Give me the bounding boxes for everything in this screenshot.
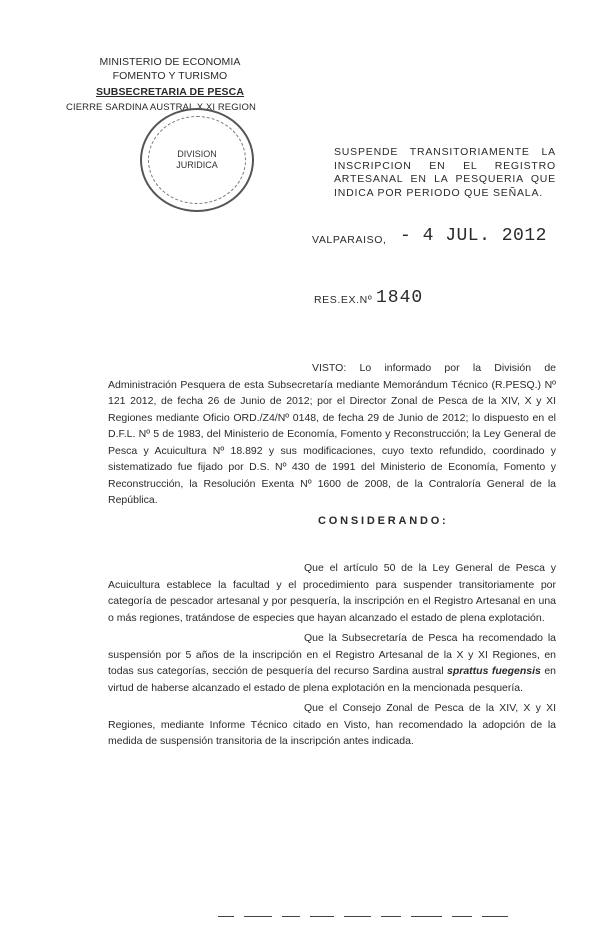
considerando-paragraph-2: [108, 630, 556, 696]
division-juridica-stamp: [140, 108, 254, 212]
considerando-paragraph-3: [108, 700, 556, 750]
species-name: sprattus fuegensis: [447, 665, 541, 677]
date-city: VALPARAISO,: [312, 234, 387, 246]
stamp-text: [176, 149, 218, 171]
paragraph-1-text: Acuicultura establece la facultad y el procedimiento para suspender transitoriamente por categoría de pescador artesanal y por pesquería, la inscripción en el Registro Artesanal en una o más regiones, tratándose de especies que hayan alcanzado el estado de plena explotación.: [108, 578, 556, 624]
subsecretaria-name: SUBSECRETARIA DE PESCA: [95, 86, 245, 98]
date-stamp: - 4 JUL. 2012: [400, 226, 547, 246]
ministry-subname: FOMENTO Y TURISMO: [112, 70, 228, 82]
paragraph-1-lead: Que el artículo 50 de la Ley General de Pesca y: [304, 562, 556, 574]
ministry-name: MINISTERIO DE ECONOMIA: [99, 56, 241, 68]
considerando-heading: CONSIDERANDO:: [318, 515, 449, 527]
paragraph-2-text-after: en virtud de haberse alcanzado el estado de plena explotación en la mencionada pesquería.: [108, 665, 556, 694]
visto-label: VISTO:: [312, 362, 347, 374]
document-reference: CIERRE SARDINA AUSTRAL X XI REGION: [66, 102, 256, 113]
stamp-line-1: DIVISION: [177, 149, 217, 159]
paragraph-2-text: suspensión por 5 años de la inscripción en el Registro Artesanal de la X y XI Regiones, en todas sus categorías, sección de pesquería del recurso Sardina austral: [108, 648, 556, 677]
resolution-subject: SUSPENDE TRANSITORIAMENTE LA INSCRIPCION EN EL REGISTRO ARTESANAL EN LA PESQUERIA QUE INDICA POR PERIODO QUE SEÑALA.: [334, 146, 556, 199]
resolution-label: RES.EX.Nº: [314, 294, 373, 306]
paragraph-3-lead: Que el Consejo Zonal de Pesca de la XIV, X y XI: [304, 702, 556, 714]
visto-text: Lo informado por la División de Administración Pesquera de esta Subsecretaría mediante Memorándum Técnico (R.PESQ.) Nº 121 2012, de fecha 26 de Junio de 2012; por el Director Zonal de Pesca de la XIV, X y XI Regiones mediante Oficio ORD./Z4/Nº 0148, de fecha 29 de Junio de 2012; lo dispuesto en el D.F.L. Nº 5 de 1983, del Ministerio de Economía, Fomento y Reconstrucción; la Ley General de Pesca y Acuicultura Nº 18.892 y sus modificaciones, cuyo texto refundido, coordinado y sistematizado fue fijado por D.S. Nº 430 de 1991 del Ministerio de Economía, Fomento y Reconstrucción, la Resolución Exenta Nº 1600 de 2008, de la Contraloría General de la República.: [108, 362, 557, 506]
considerando-paragraph-1: [108, 560, 556, 626]
paragraph-3-text: Regiones, mediante Informe Técnico citado en Visto, han recomendado la adopción de la medida de suspensión transitoria de la inscripción antes indicada.: [108, 718, 556, 747]
resolution-number: 1840: [376, 288, 424, 308]
stamp-line-2: JURIDICA: [176, 160, 218, 170]
footer-rule: [218, 916, 508, 918]
paragraph-2-lead: Que la Subsecretaría de Pesca ha recomendado la: [304, 632, 556, 644]
visto-paragraph: [108, 360, 556, 509]
